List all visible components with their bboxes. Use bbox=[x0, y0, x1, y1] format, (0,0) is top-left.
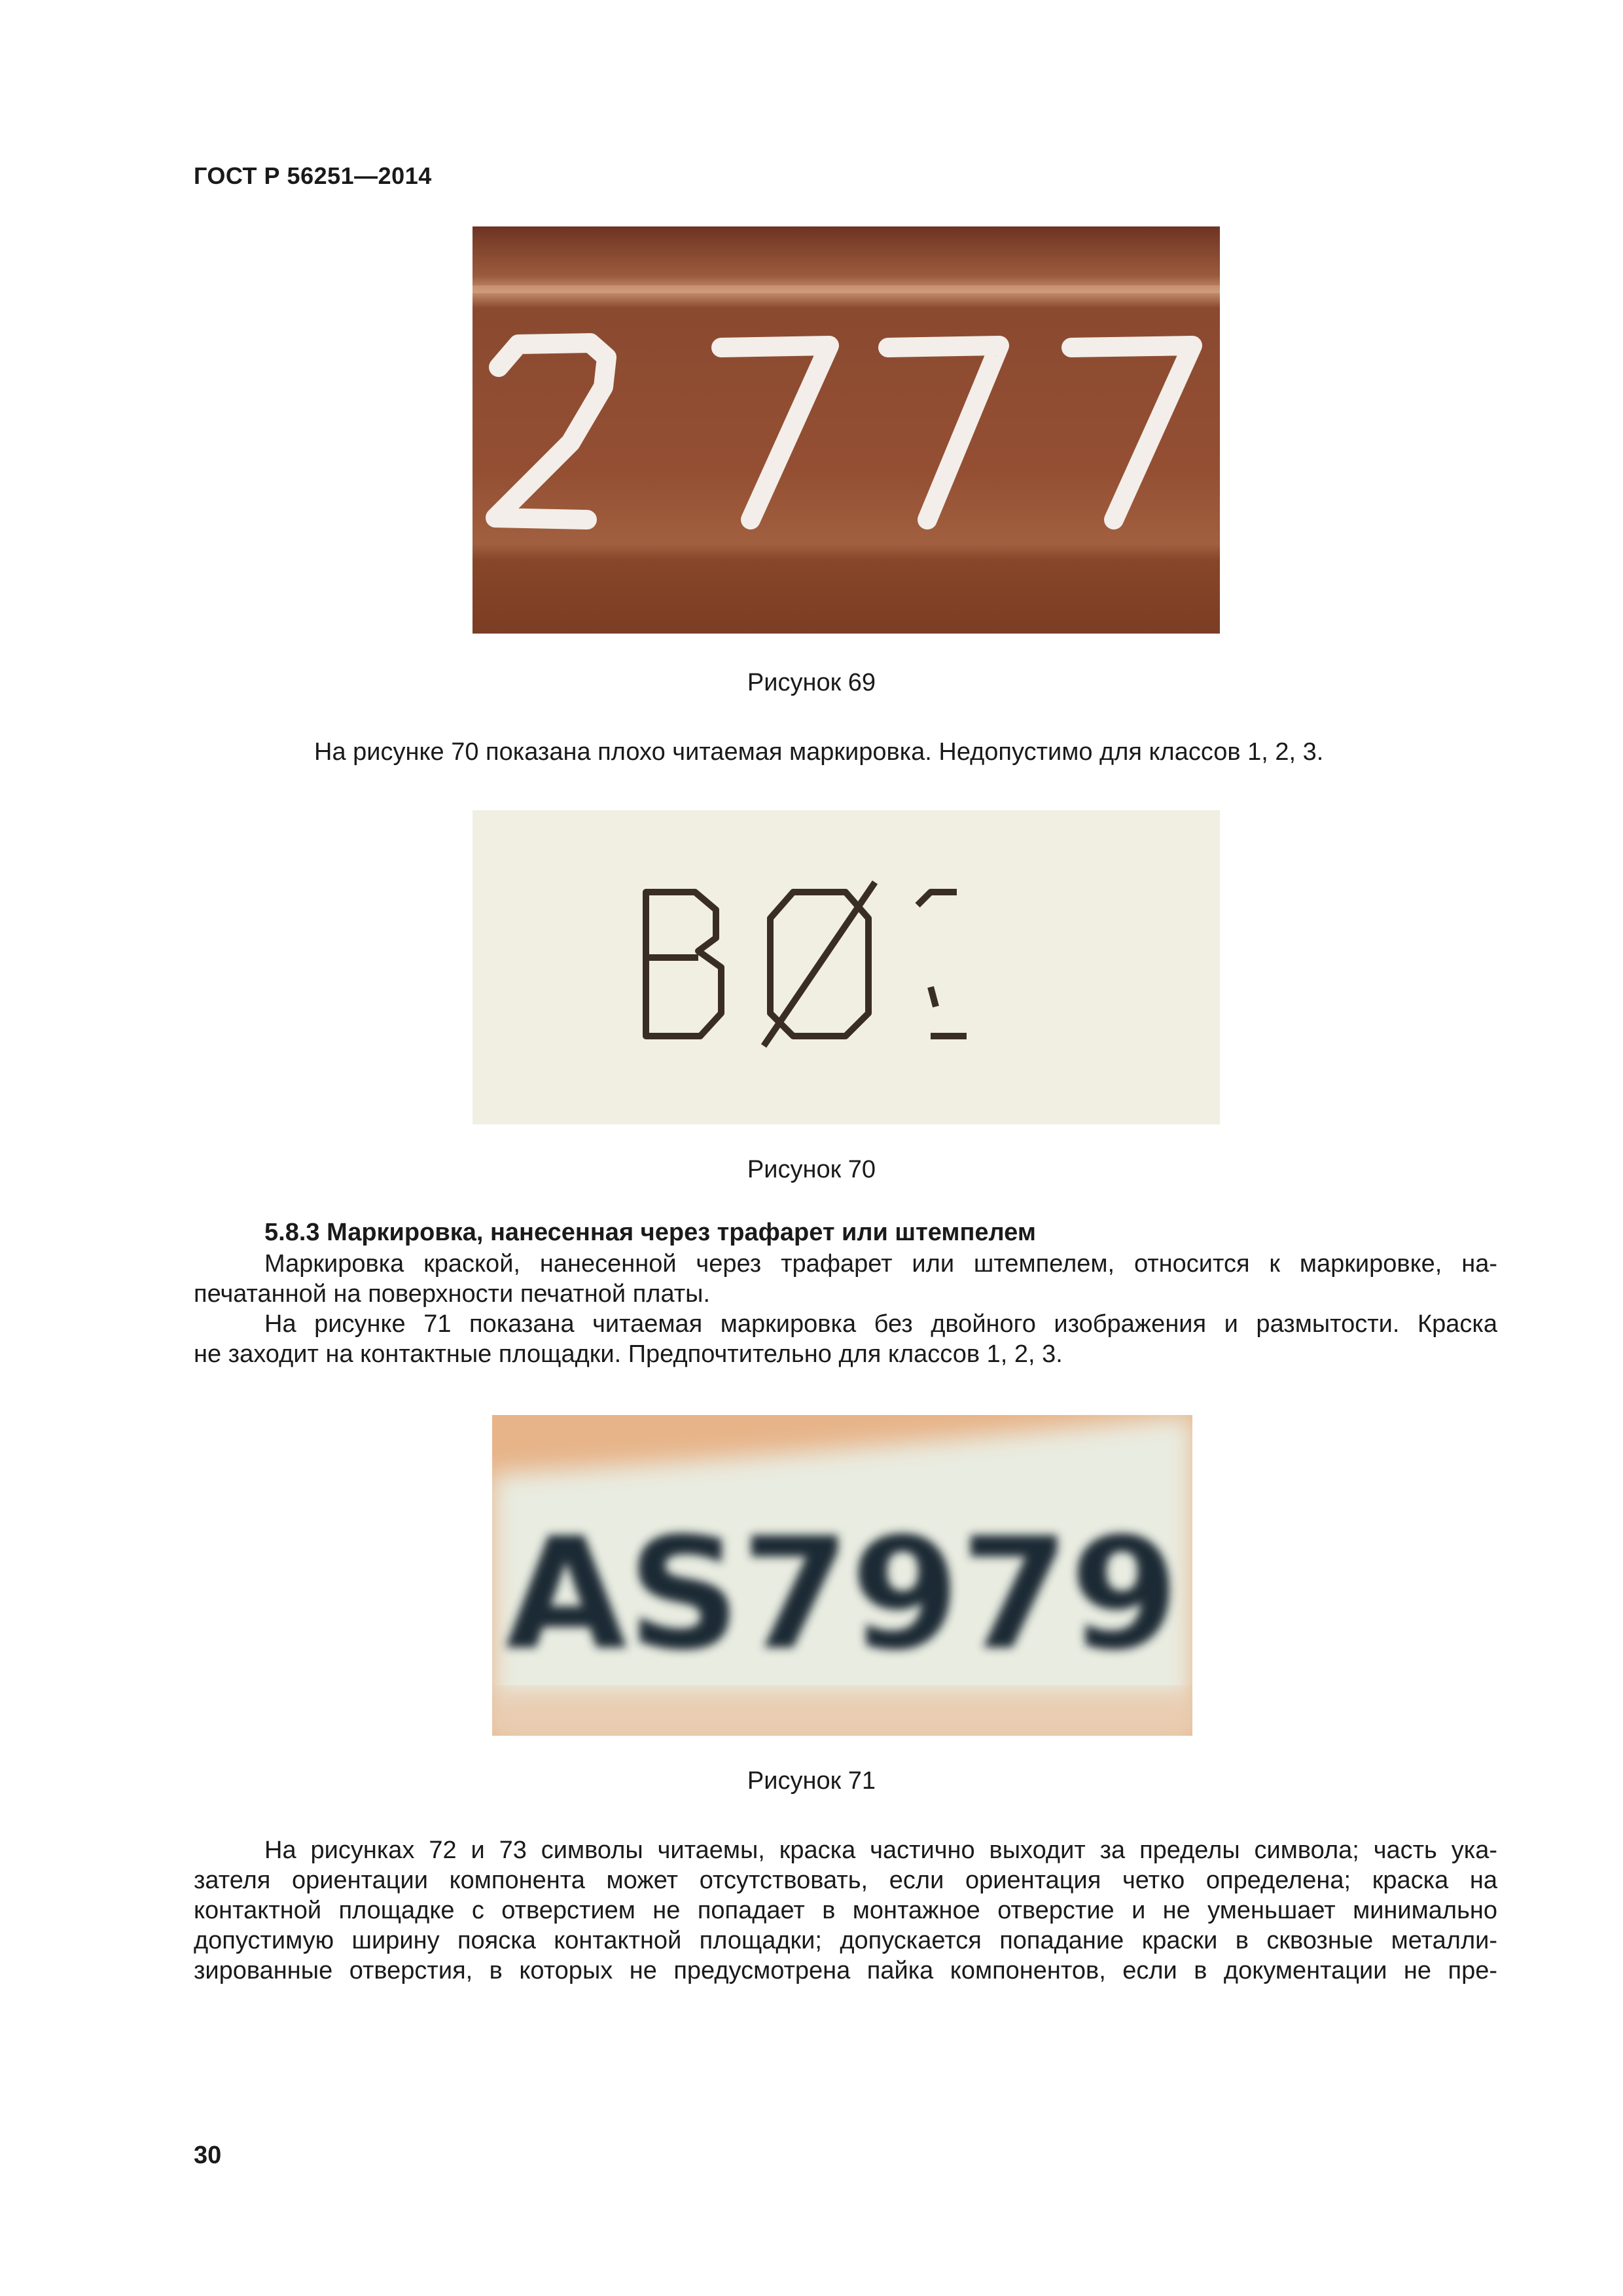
paragraph-line: контактной площадке с отверстием не попадает в монтажное отверстие и не уменьшает минимально bbox=[194, 1897, 1497, 1924]
paragraph-intro-70 bbox=[314, 737, 1492, 767]
figure-71-caption: Рисунок 71 bbox=[747, 1767, 876, 1795]
figure-69-caption: Рисунок 69 bbox=[747, 669, 876, 696]
figure-70-image bbox=[473, 810, 1220, 1124]
paragraph-line: не заходит на контактные площадки. Предпочтительно для классов 1, 2, 3. bbox=[194, 1340, 1063, 1368]
document-code: ГОСТ Р 56251—2014 bbox=[194, 162, 432, 189]
figure-71-image bbox=[492, 1415, 1192, 1736]
paragraph-section-1 bbox=[194, 1249, 1497, 1369]
figure-71-photo bbox=[492, 1415, 1192, 1736]
figure-71-marking: AS7979 bbox=[505, 1505, 1179, 1684]
paragraph-line: зателя ориентации компонента может отсутствовать, если ориентация четко определена; краска на bbox=[194, 1867, 1497, 1894]
paragraph-line: На рисунках 72 и 73 символы читаемы, краска частично выходит за пределы символа; часть ука- bbox=[264, 1837, 1497, 1864]
paragraph-line: печатанной на поверхности печатной платы. bbox=[194, 1280, 711, 1308]
paragraph-line: Маркировка краской, нанесенной через трафарет или штемпелем, относится к маркировке, на- bbox=[264, 1250, 1497, 1278]
paragraph-line: На рисунке 71 показана читаемая маркировка без двойного изображения и размытости. Краска bbox=[264, 1310, 1497, 1338]
paragraph-final bbox=[194, 1835, 1497, 1986]
paragraph-line: зированные отверстия, в которых не предусмотрена пайка компонентов, если в документации не пре- bbox=[194, 1957, 1497, 1984]
section-heading: 5.8.3 Маркировка, нанесенная через трафарет или штемпелем bbox=[264, 1219, 1036, 1246]
figure-70-caption: Рисунок 70 bbox=[747, 1156, 876, 1183]
page-number: 30 bbox=[194, 2142, 222, 2169]
figure-69-image bbox=[473, 226, 1220, 634]
paragraph-line: допустимую ширину пояска контактной площадки; допускается попадание краски в сквозные металли- bbox=[194, 1927, 1497, 1954]
figure-69-photo bbox=[473, 226, 1220, 634]
figure-70-photo bbox=[473, 810, 1220, 1124]
paragraph-line: На рисунке 70 показана плохо читаемая маркировка. Недопустимо для классов 1, 2, 3. bbox=[314, 738, 1324, 766]
